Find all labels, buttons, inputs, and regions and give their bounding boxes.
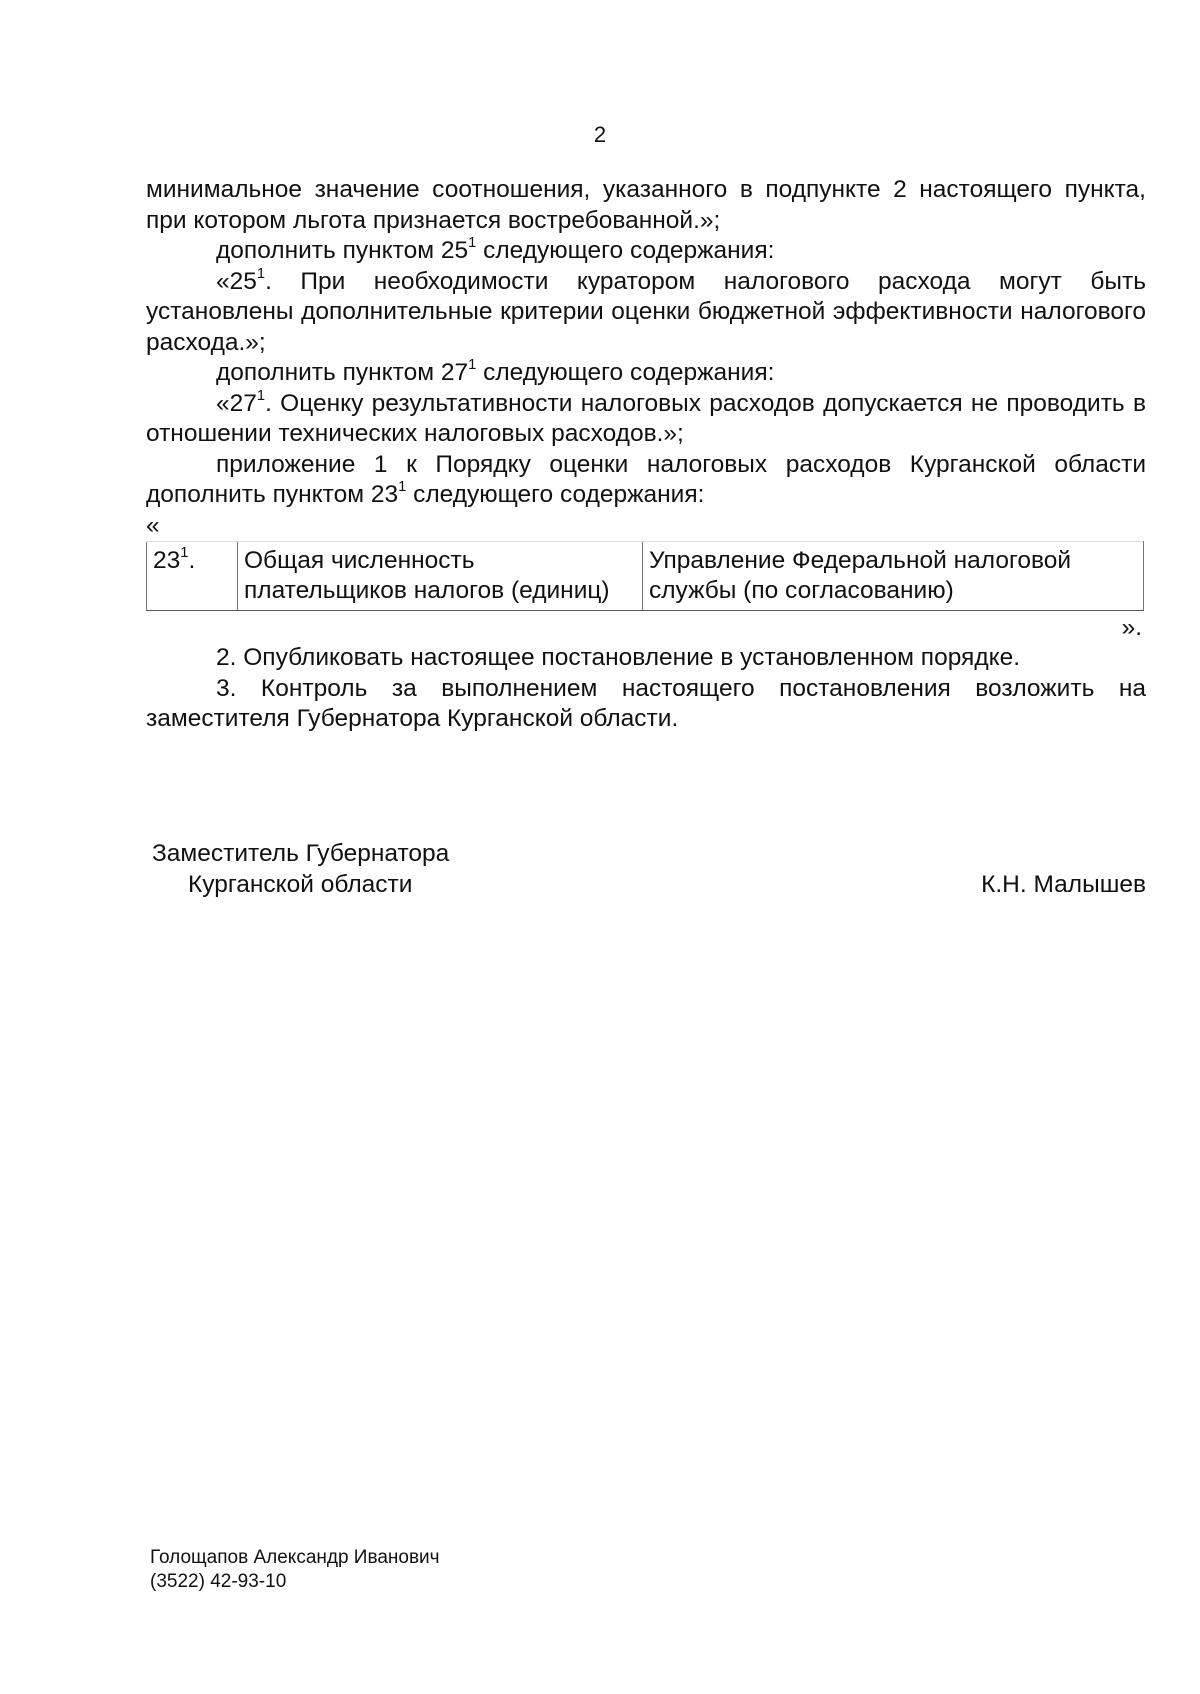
- document-body: [146, 175, 1146, 735]
- paragraph-4: дополнить пунктом $27^1$ следующего содержания:: [216, 357, 775, 386]
- table-cell-responsible: Управление Федеральной налоговой службы (по согласованию): [643, 541, 1144, 610]
- paragraph-8: 3. Контроль за выполнением настоящего постановления возложить на заместителя Губернатора Курганской области.: [146, 674, 1146, 732]
- executor-phone: (3522) 42-93-10: [150, 1571, 287, 1592]
- paragraph-2: дополнить пунктом $25^1$ следующего содержания:: [216, 235, 775, 264]
- signature-block: [152, 838, 1146, 900]
- signature-title-line2: Курганской области: [188, 871, 413, 898]
- table-cell-number: $23^1$.: [147, 541, 238, 610]
- paragraph-1: минимальное значение соотношения, указанного в подпункте 2 настоящего пункта, при котором льгота признается востребованной.»;: [146, 176, 1146, 234]
- table-cell-indicator: Общая численность плательщиков налогов (единиц): [238, 541, 643, 610]
- paragraph-5: «$27^1$. Оценку результативности налоговых расходов допускается не проводить в отношении технических налоговых расходов.»;: [146, 387, 1146, 447]
- table-row: [147, 541, 1144, 610]
- paragraph-7: 2. Опубликовать настоящее постановление в установленном порядке.: [216, 644, 1021, 671]
- quote-close: ».: [1121, 613, 1142, 641]
- quote-open: «: [146, 511, 160, 539]
- executor-block: [150, 1546, 440, 1594]
- signature-name: К.Н. Малышев: [981, 871, 1146, 898]
- paragraph-6: приложение 1 к Порядку оценки налоговых расходов Курганской области дополнить пунктом $23^1$ следующего содержания:: [146, 450, 1146, 508]
- signature-title-line1: Заместитель Губернатора: [152, 840, 450, 867]
- paragraph-3: «$25^1$. При необходимости куратором налогового расхода могут быть установлены дополнительные критерии оценки бюджетной эффективности налогового расхода.»;: [146, 265, 1146, 356]
- appendix-table: [146, 541, 1144, 611]
- executor-name: Голощапов Александр Иванович: [150, 1547, 440, 1568]
- page-number: 2: [593, 122, 607, 147]
